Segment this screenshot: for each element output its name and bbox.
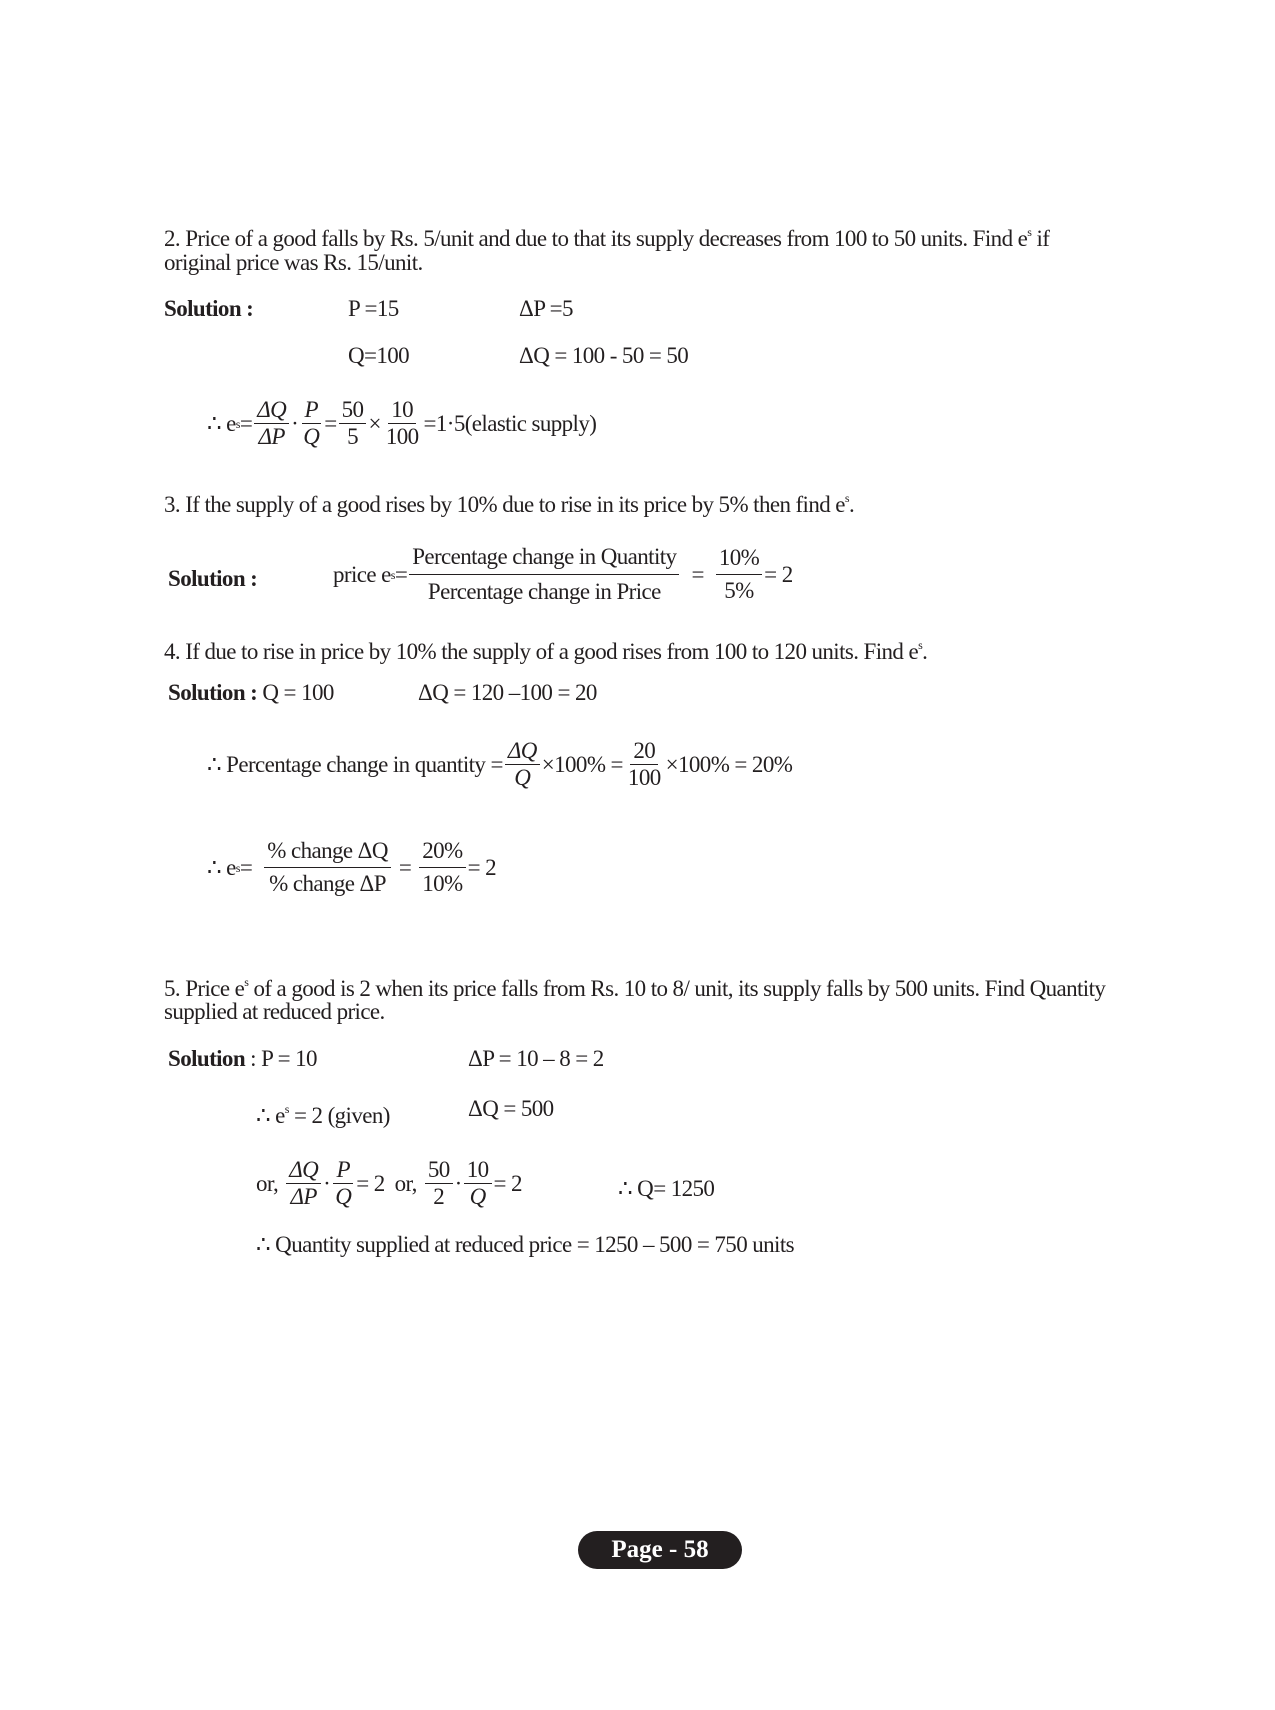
given-p: P =15 — [348, 296, 399, 321]
question-3: 3. If the supply of a good rises by 10% due to rise in its price by 5% then find $e^s$. — [164, 491, 855, 517]
solution-4-given: Solution : Q = 100 — [168, 680, 334, 705]
question-2-line-2: original price was Rs. 15/unit. — [164, 250, 423, 275]
given-dq: ΔQ = 120 –100 = 20 — [418, 680, 597, 705]
solution-label: Solution : — [168, 566, 258, 591]
equation-q5: or, $\frac{\Delta Q}{\Delta P}$ · $\frac{P}{Q}$ = 2 or, $\frac{50}{2}$ · $\frac{10}{Q}$ = 2 — [256, 1157, 522, 1209]
equation-q3: price e s = $\frac{\text{Percentage change in Quantity}}{\text{Percentage change in Price}}$ = $\frac{10\%}{5\%}$ = 2 — [333, 540, 793, 609]
question-5-line-1: 5. Price $e^s$ of a good is 2 when its price falls from Rs. 10 to 8/ unit, its supply falls by 500 units. Find Quantity — [164, 975, 1106, 1001]
given-q: Q=100 — [348, 343, 410, 368]
given-es: ∴ $e^s = 2$ (given) — [256, 1102, 390, 1128]
solution-5-given: Solution : P = 10 — [168, 1046, 317, 1071]
question-5-line-2: supplied at reduced price. — [164, 999, 385, 1024]
question-4: 4. If due to rise in price by 10% the supply of a good rises from 100 to 120 units. Find $e^s$. — [164, 638, 928, 664]
solution-label: Solution : — [164, 296, 254, 321]
final-answer: ∴ Quantity supplied at reduced price = 1250 – 500 = 750 units — [256, 1232, 794, 1257]
question-2-line-1: 2. Price of a good falls by Rs. 5/unit and due to that its supply decreases from 100 to 50 units. Find $e^s$ if — [164, 225, 1050, 251]
equation-percentage-change: ∴ Percentage change in quantity = $\frac{\Delta Q}{Q}$ ×100% = $\frac{20}{100}$ ×100% = 20% — [207, 738, 793, 790]
given-dq: ΔQ = 100 - 50 = 50 — [519, 343, 689, 368]
result-q: ∴ Q= 1250 — [618, 1176, 715, 1201]
given-dq: ΔQ = 500 — [468, 1096, 554, 1121]
page-number-badge: Page - 58 — [578, 1531, 742, 1569]
equation-q2: ∴ e s = $\frac{\Delta Q}{\Delta P}$ · $\frac{P}{Q}$ = $\frac{50}{5}$ × $\frac{10}{100}$ =1·5 (elastic supply) — [207, 397, 597, 449]
given-dp: ΔP =5 — [519, 296, 573, 321]
given-dp: ΔP = 10 – 8 = 2 — [468, 1046, 604, 1071]
equation-q4-es: ∴ e s = $\frac{\text{\% change ΔQ}}{\text{\% change ΔP}}$ = $\frac{20\%}{10\%}$ = 2 — [207, 835, 496, 900]
